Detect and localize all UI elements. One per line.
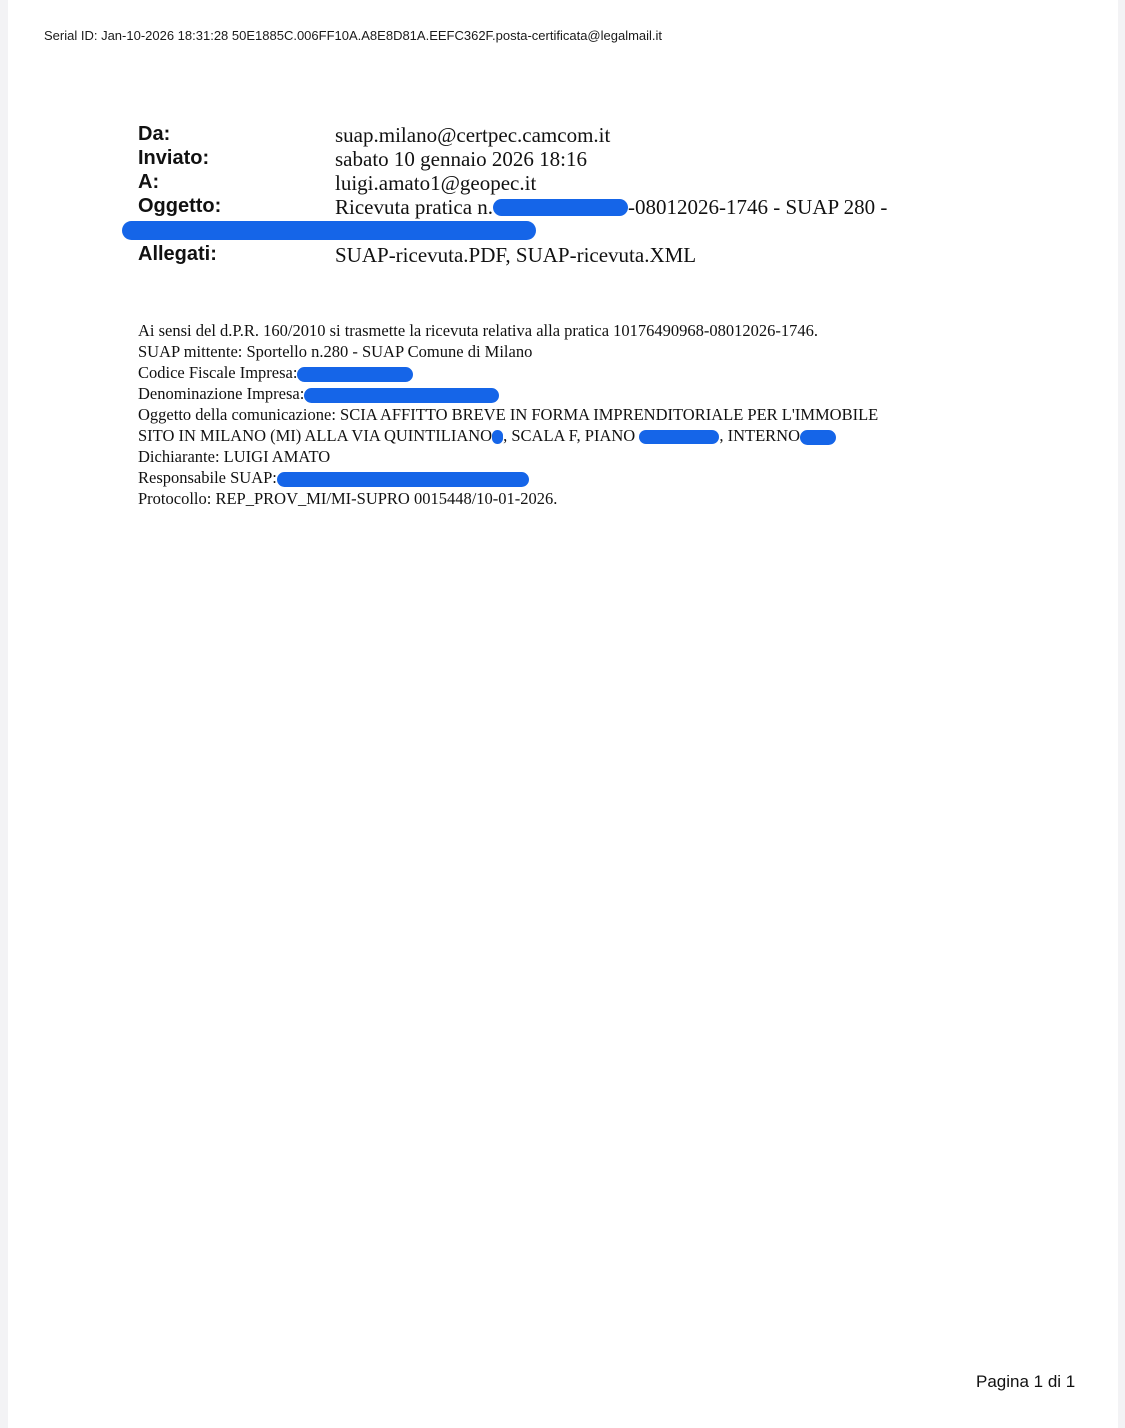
to-label: A: (138, 171, 160, 193)
sent-label: Inviato: (138, 147, 210, 169)
page-number: Pagina 1 di 1 (976, 1372, 1076, 1391)
redaction-company-name (304, 388, 499, 403)
responsible-label: Responsabile SUAP: (138, 468, 277, 487)
sent-value: sabato 10 gennaio 2026 18:16 (335, 147, 587, 171)
redaction-unit (800, 430, 836, 445)
serial-id: Serial ID: Jan-10-2026 18:31:28 50E1885C.006FF10A.A8E8D81A.EEFC362F.posta-certificata@legalmail.it (44, 28, 663, 43)
body-line-property-address (138, 426, 836, 446)
body-line-protocol: Protocollo: REP_PROV_MI/MI-SUPRO 0015448/10-01-2026. (138, 489, 558, 508)
company-name-label: Denominazione Impresa: (138, 384, 305, 403)
redaction-responsible (277, 472, 529, 487)
body-line-responsible (138, 468, 529, 488)
address-part-unit: , INTERNO (719, 426, 800, 445)
from-label: Da: (138, 123, 171, 145)
attachments-label: Allegati: (138, 243, 217, 265)
from-value: suap.milano@certpec.camcom.it (335, 123, 611, 147)
body-line-communication-subject: Oggetto della comunicazione: SCIA AFFITTO BREVE IN FORMA IMPRENDITORIALE PER L'IMMOBILE (138, 405, 879, 424)
redaction-floor (639, 430, 719, 444)
subject-value (335, 195, 887, 220)
attachments-value: SUAP-ricevuta.PDF, SUAP-ricevuta.XML (335, 243, 697, 267)
redaction-fiscal-code (297, 367, 413, 382)
subject-label: Oggetto: (138, 195, 222, 217)
body-line-fiscal-code (138, 363, 413, 383)
body-line-declarant: Dichiarante: LUIGI AMATO (138, 447, 331, 466)
address-part-floor: , SCALA F, PIANO (503, 426, 636, 445)
redaction-street-number (492, 430, 503, 444)
address-part-street: SITO IN MILANO (MI) ALLA VIA QUINTILIANO (138, 426, 493, 445)
body-line-legal-reference: Ai sensi del d.P.R. 160/2010 si trasmette la ricevuta relativa alla pratica 10176490968-08012026-1746. (138, 321, 819, 340)
subject-suffix: -08012026-1746 - SUAP 280 - (628, 195, 888, 219)
body-line-company-name (138, 384, 499, 404)
subject-prefix: Ricevuta pratica n. (335, 195, 494, 219)
body-line-sender: SUAP mittente: Sportello n.280 - SUAP Comune di Milano (138, 342, 533, 361)
fiscal-code-label: Codice Fiscale Impresa: (138, 363, 298, 382)
redaction-subject-number (493, 199, 628, 216)
to-value: luigi.amato1@geopec.it (335, 171, 537, 195)
redaction-subject-continuation (122, 221, 536, 240)
